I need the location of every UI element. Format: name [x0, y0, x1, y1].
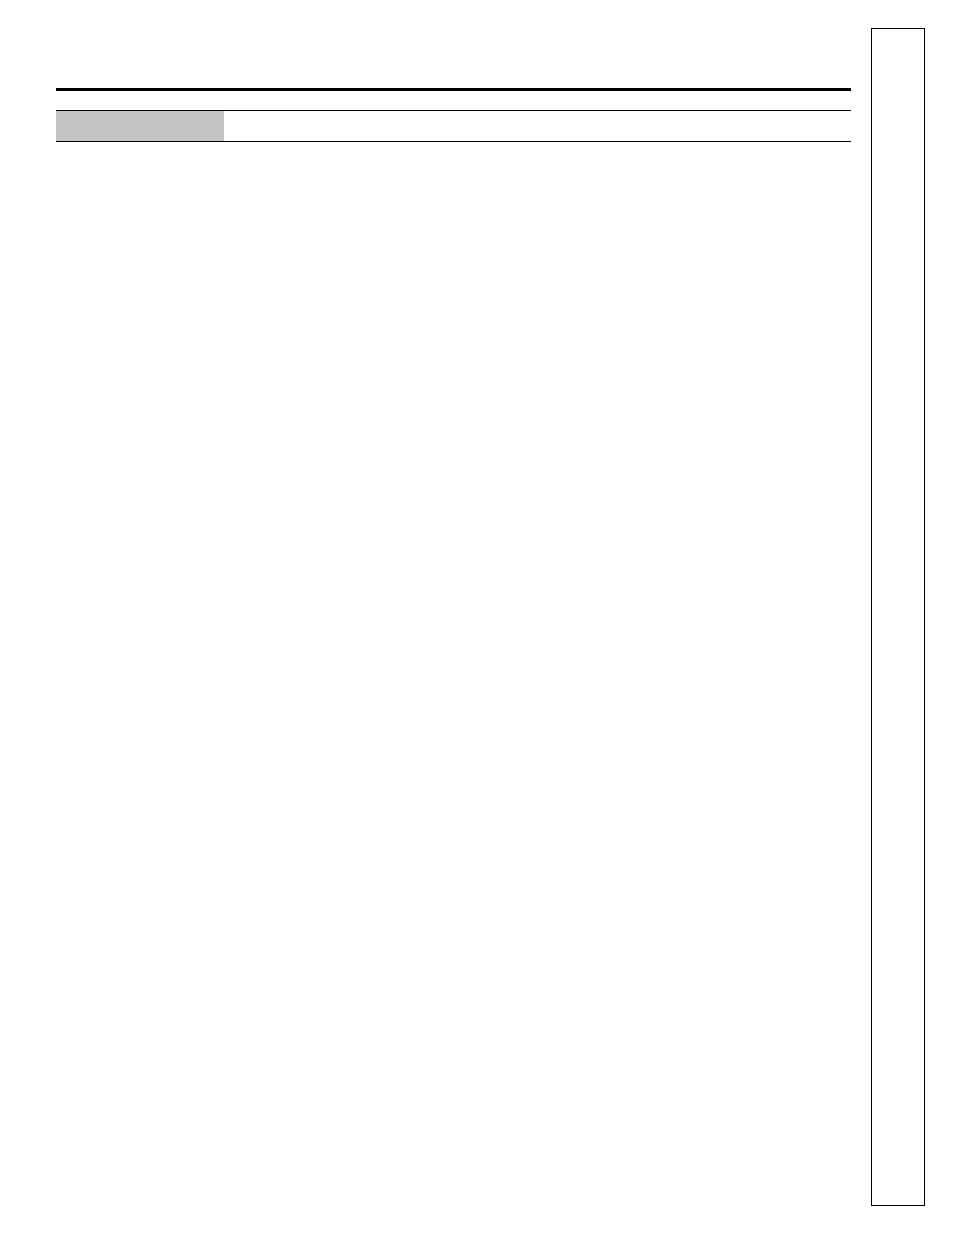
- top-rule: [56, 88, 851, 91]
- troubleshooting-table: [56, 110, 851, 142]
- problem-header-cell: [56, 111, 224, 141]
- table-header: [56, 110, 851, 142]
- section-sidebar: [871, 28, 925, 1206]
